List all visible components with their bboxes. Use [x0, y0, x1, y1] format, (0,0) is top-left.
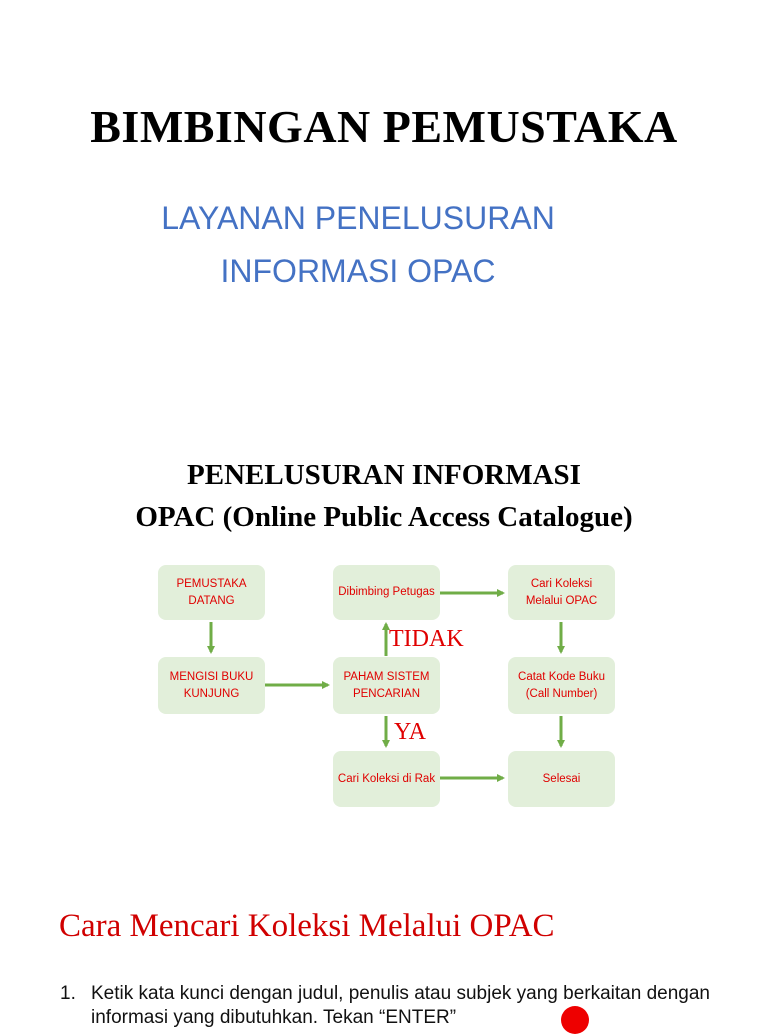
list-item-text: Ketik kata kunci dengan judul, penulis atau subjek yang berkaitan dengan informasi yang dibutuhkan. Tekan “ENTER”: [91, 983, 710, 1028]
page-title: BIMBINGAN PEMUSTAKA: [90, 101, 678, 152]
list-item-number: 1.: [60, 983, 76, 1004]
subtitle-line-2: INFORMASI OPAC: [220, 253, 496, 289]
box-selesai: Selesai: [508, 751, 615, 807]
box-cari-koleksi-opac: Cari Koleksi Melalui OPAC: [508, 565, 615, 620]
subtitle-line-1: LAYANAN PENELUSURAN: [161, 200, 555, 236]
box-pemustaka-datang: PEMUSTAKA DATANG: [158, 565, 265, 620]
label-tidak: TIDAK: [389, 626, 464, 652]
section-title-line-2: OPAC (Online Public Access Catalogue): [135, 501, 633, 533]
section-2-title: Cara Mencari Koleksi Melalui OPAC: [59, 908, 555, 944]
box-mengisi-buku-kunjung: MENGISI BUKU KUNJUNG: [158, 657, 265, 714]
box-cari-koleksi-rak: Cari Koleksi di Rak: [333, 751, 440, 807]
label-ya: YA: [394, 719, 427, 745]
box-catat-kode-buku: Catat Kode Buku (Call Number): [508, 657, 615, 714]
box-dibimbing-petugas: Dibimbing Petugas: [333, 565, 440, 620]
box-paham-sistem-pencarian: PAHAM SISTEM PENCARIAN: [333, 657, 440, 714]
section-title-line-1: PENELUSURAN INFORMASI: [187, 459, 581, 491]
red-dot-marker: [561, 1006, 589, 1034]
